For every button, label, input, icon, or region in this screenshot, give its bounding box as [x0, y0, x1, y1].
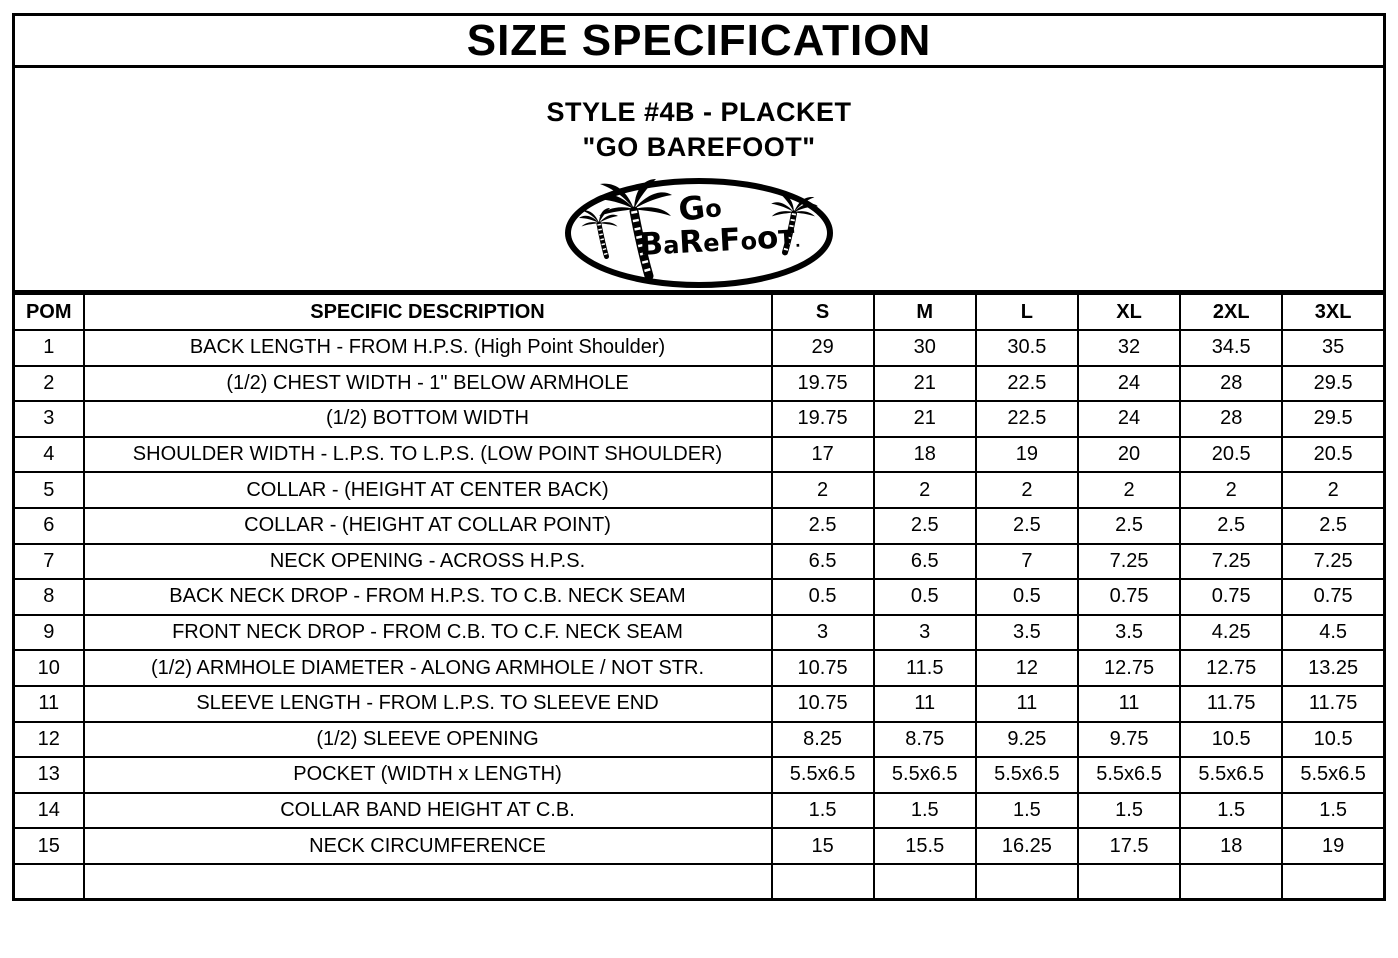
size-value-cell: 24 [1078, 366, 1180, 402]
size-value-cell: 29.5 [1282, 366, 1384, 402]
size-value-cell: 2.5 [772, 508, 874, 544]
size-value-cell: 11 [976, 686, 1078, 722]
size-value-cell: 11.5 [874, 650, 976, 686]
description-cell: (1/2) ARMHOLE DIAMETER - ALONG ARMHOLE / NOT STR. [84, 650, 772, 686]
table-row [14, 401, 1385, 437]
size-value-cell: 29.5 [1282, 401, 1384, 437]
description-cell: POCKET (WIDTH x LENGTH) [84, 757, 772, 793]
size-value-cell: 2.5 [1180, 508, 1282, 544]
size-value-cell: 3.5 [976, 615, 1078, 651]
size-value-cell: 32 [1078, 330, 1180, 366]
size-value-cell: 6.5 [772, 544, 874, 580]
size-value-cell: 7.25 [1282, 544, 1384, 580]
description-cell: SLEEVE LENGTH - FROM L.P.S. TO SLEEVE END [84, 686, 772, 722]
size-value-cell: 1.5 [772, 793, 874, 829]
description-cell: NECK OPENING - ACROSS H.P.S. [84, 544, 772, 580]
size-value-cell: 3 [874, 615, 976, 651]
size-value-cell: 5.5x6.5 [976, 757, 1078, 793]
size-value-cell: 2 [976, 472, 1078, 508]
size-value-cell: 1.5 [1282, 793, 1384, 829]
size-value-cell: 9.25 [976, 722, 1078, 758]
size-value-cell [1282, 864, 1384, 900]
pom-cell: 15 [14, 828, 84, 864]
size-value-cell: 2 [1180, 472, 1282, 508]
header-row [14, 294, 1385, 330]
table-row [14, 579, 1385, 615]
size-value-cell: 5.5x6.5 [1078, 757, 1180, 793]
size-value-cell: 2 [1282, 472, 1384, 508]
description-cell: COLLAR - (HEIGHT AT CENTER BACK) [84, 472, 772, 508]
size-value-cell: 35 [1282, 330, 1384, 366]
pom-cell: 12 [14, 722, 84, 758]
size-value-cell: 20 [1078, 437, 1180, 473]
size-value-cell: 13.25 [1282, 650, 1384, 686]
size-value-cell: 20.5 [1180, 437, 1282, 473]
size-value-cell: 0.75 [1282, 579, 1384, 615]
description-cell: BACK NECK DROP - FROM H.P.S. TO C.B. NECK SEAM [84, 579, 772, 615]
table-row [14, 472, 1385, 508]
size-value-cell: 30.5 [976, 330, 1078, 366]
size-value-cell: 29 [772, 330, 874, 366]
size-value-cell: 0.5 [772, 579, 874, 615]
size-value-cell: 2.5 [976, 508, 1078, 544]
size-value-cell: 28 [1180, 401, 1282, 437]
size-value-cell: 8.25 [772, 722, 874, 758]
description-cell: (1/2) CHEST WIDTH - 1" BELOW ARMHOLE [84, 366, 772, 402]
size-value-cell [976, 864, 1078, 900]
size-value-cell: 12.75 [1180, 650, 1282, 686]
size-value-cell: 4.25 [1180, 615, 1282, 651]
size-value-cell [874, 864, 976, 900]
size-value-cell: 2 [772, 472, 874, 508]
size-value-cell: 17.5 [1078, 828, 1180, 864]
size-value-cell: 21 [874, 366, 976, 402]
table-row [14, 686, 1385, 722]
column-header-m: M [874, 294, 976, 330]
table-row [14, 615, 1385, 651]
size-spec-sheet [12, 13, 1386, 901]
title-bar [12, 13, 1386, 68]
column-header-s: S [772, 294, 874, 330]
table-row [14, 757, 1385, 793]
table-row [14, 544, 1385, 580]
pom-cell: 5 [14, 472, 84, 508]
size-spec-table [12, 293, 1386, 901]
size-value-cell: 5.5x6.5 [772, 757, 874, 793]
pom-cell: 4 [14, 437, 84, 473]
description-cell: (1/2) BOTTOM WIDTH [84, 401, 772, 437]
pom-cell: 1 [14, 330, 84, 366]
size-value-cell: 10.5 [1282, 722, 1384, 758]
size-value-cell: 28 [1180, 366, 1282, 402]
size-value-cell: 1.5 [874, 793, 976, 829]
table-row [14, 828, 1385, 864]
size-value-cell [772, 864, 874, 900]
size-value-cell: 0.5 [976, 579, 1078, 615]
size-value-cell: 22.5 [976, 401, 1078, 437]
size-value-cell: 15.5 [874, 828, 976, 864]
size-value-cell: 2 [874, 472, 976, 508]
size-value-cell: 9.75 [1078, 722, 1180, 758]
size-value-cell: 24 [1078, 401, 1180, 437]
size-value-cell: 5.5x6.5 [1180, 757, 1282, 793]
size-value-cell: 19 [976, 437, 1078, 473]
pom-cell: 14 [14, 793, 84, 829]
size-value-cell: 10.75 [772, 650, 874, 686]
size-value-cell: 11 [1078, 686, 1180, 722]
size-value-cell: 1.5 [976, 793, 1078, 829]
size-value-cell: 19.75 [772, 366, 874, 402]
page-title: SIZE SPECIFICATION [466, 15, 932, 65]
size-value-cell: 7.25 [1078, 544, 1180, 580]
pom-cell: 10 [14, 650, 84, 686]
go-barefoot-logo [564, 177, 834, 289]
pom-cell: 3 [14, 401, 84, 437]
table-row [14, 722, 1385, 758]
size-value-cell: 18 [874, 437, 976, 473]
size-value-cell: 15 [772, 828, 874, 864]
description-cell: BACK LENGTH - FROM H.P.S. (High Point Shoulder) [84, 330, 772, 366]
description-cell: NECK CIRCUMFERENCE [84, 828, 772, 864]
size-value-cell: 22.5 [976, 366, 1078, 402]
pom-cell: 9 [14, 615, 84, 651]
logo-barefoot-text: BaReFooT. [638, 219, 802, 263]
column-header-xl: XL [1078, 294, 1180, 330]
size-value-cell: 19.75 [772, 401, 874, 437]
size-value-cell: 7.25 [1180, 544, 1282, 580]
description-cell: (1/2) SLEEVE OPENING [84, 722, 772, 758]
size-value-cell: 34.5 [1180, 330, 1282, 366]
column-header-pom: POM [14, 294, 84, 330]
description-cell: FRONT NECK DROP - FROM C.B. TO C.F. NECK SEAM [84, 615, 772, 651]
size-value-cell: 0.75 [1180, 579, 1282, 615]
size-value-cell [1180, 864, 1282, 900]
size-value-cell: 8.75 [874, 722, 976, 758]
size-value-cell: 4.5 [1282, 615, 1384, 651]
logo-go-text: Go [676, 188, 724, 229]
size-value-cell: 11.75 [1180, 686, 1282, 722]
size-value-cell: 0.75 [1078, 579, 1180, 615]
size-value-cell: 19 [1282, 828, 1384, 864]
column-header-2xl: 2XL [1180, 294, 1282, 330]
description-cell: COLLAR BAND HEIGHT AT C.B. [84, 793, 772, 829]
size-value-cell: 10.75 [772, 686, 874, 722]
size-value-cell: 30 [874, 330, 976, 366]
size-value-cell: 16.25 [976, 828, 1078, 864]
table-row [14, 366, 1385, 402]
table-row [14, 437, 1385, 473]
size-value-cell: 2 [1078, 472, 1180, 508]
brand-name: "GO BAREFOOT" [582, 132, 816, 162]
size-value-cell: 1.5 [1180, 793, 1282, 829]
table-header [14, 294, 1385, 330]
table-body [14, 330, 1385, 900]
table-row [14, 650, 1385, 686]
description-cell [84, 864, 772, 900]
style-name: STYLE #4B - PLACKET [546, 97, 852, 127]
size-value-cell: 20.5 [1282, 437, 1384, 473]
size-value-cell: 18 [1180, 828, 1282, 864]
size-value-cell: 12 [976, 650, 1078, 686]
size-value-cell: 11 [874, 686, 976, 722]
brand-logo-image [564, 177, 834, 289]
table-row [14, 508, 1385, 544]
size-value-cell: 7 [976, 544, 1078, 580]
size-value-cell: 3 [772, 615, 874, 651]
table-row [14, 864, 1385, 900]
column-header-specific-description: SPECIFIC DESCRIPTION [84, 294, 772, 330]
size-value-cell: 11.75 [1282, 686, 1384, 722]
column-header-l: L [976, 294, 1078, 330]
size-value-cell: 10.5 [1180, 722, 1282, 758]
size-value-cell: 12.75 [1078, 650, 1180, 686]
description-cell: COLLAR - (HEIGHT AT COLLAR POINT) [84, 508, 772, 544]
pom-cell: 7 [14, 544, 84, 580]
size-value-cell: 17 [772, 437, 874, 473]
pom-cell: 2 [14, 366, 84, 402]
pom-cell: 6 [14, 508, 84, 544]
pom-cell: 11 [14, 686, 84, 722]
table-row [14, 793, 1385, 829]
size-value-cell: 6.5 [874, 544, 976, 580]
size-value-cell: 1.5 [1078, 793, 1180, 829]
size-value-cell: 2.5 [1282, 508, 1384, 544]
size-value-cell: 2.5 [874, 508, 976, 544]
pom-cell: 13 [14, 757, 84, 793]
pom-cell [14, 864, 84, 900]
pom-cell: 8 [14, 579, 84, 615]
description-cell: SHOULDER WIDTH - L.P.S. TO L.P.S. (LOW POINT SHOULDER) [84, 437, 772, 473]
column-header-3xl: 3XL [1282, 294, 1384, 330]
style-header [12, 68, 1386, 293]
size-value-cell: 0.5 [874, 579, 976, 615]
size-value-cell: 21 [874, 401, 976, 437]
size-value-cell: 5.5x6.5 [874, 757, 976, 793]
size-value-cell: 3.5 [1078, 615, 1180, 651]
size-value-cell: 2.5 [1078, 508, 1180, 544]
table-row [14, 330, 1385, 366]
size-value-cell: 5.5x6.5 [1282, 757, 1384, 793]
size-value-cell [1078, 864, 1180, 900]
